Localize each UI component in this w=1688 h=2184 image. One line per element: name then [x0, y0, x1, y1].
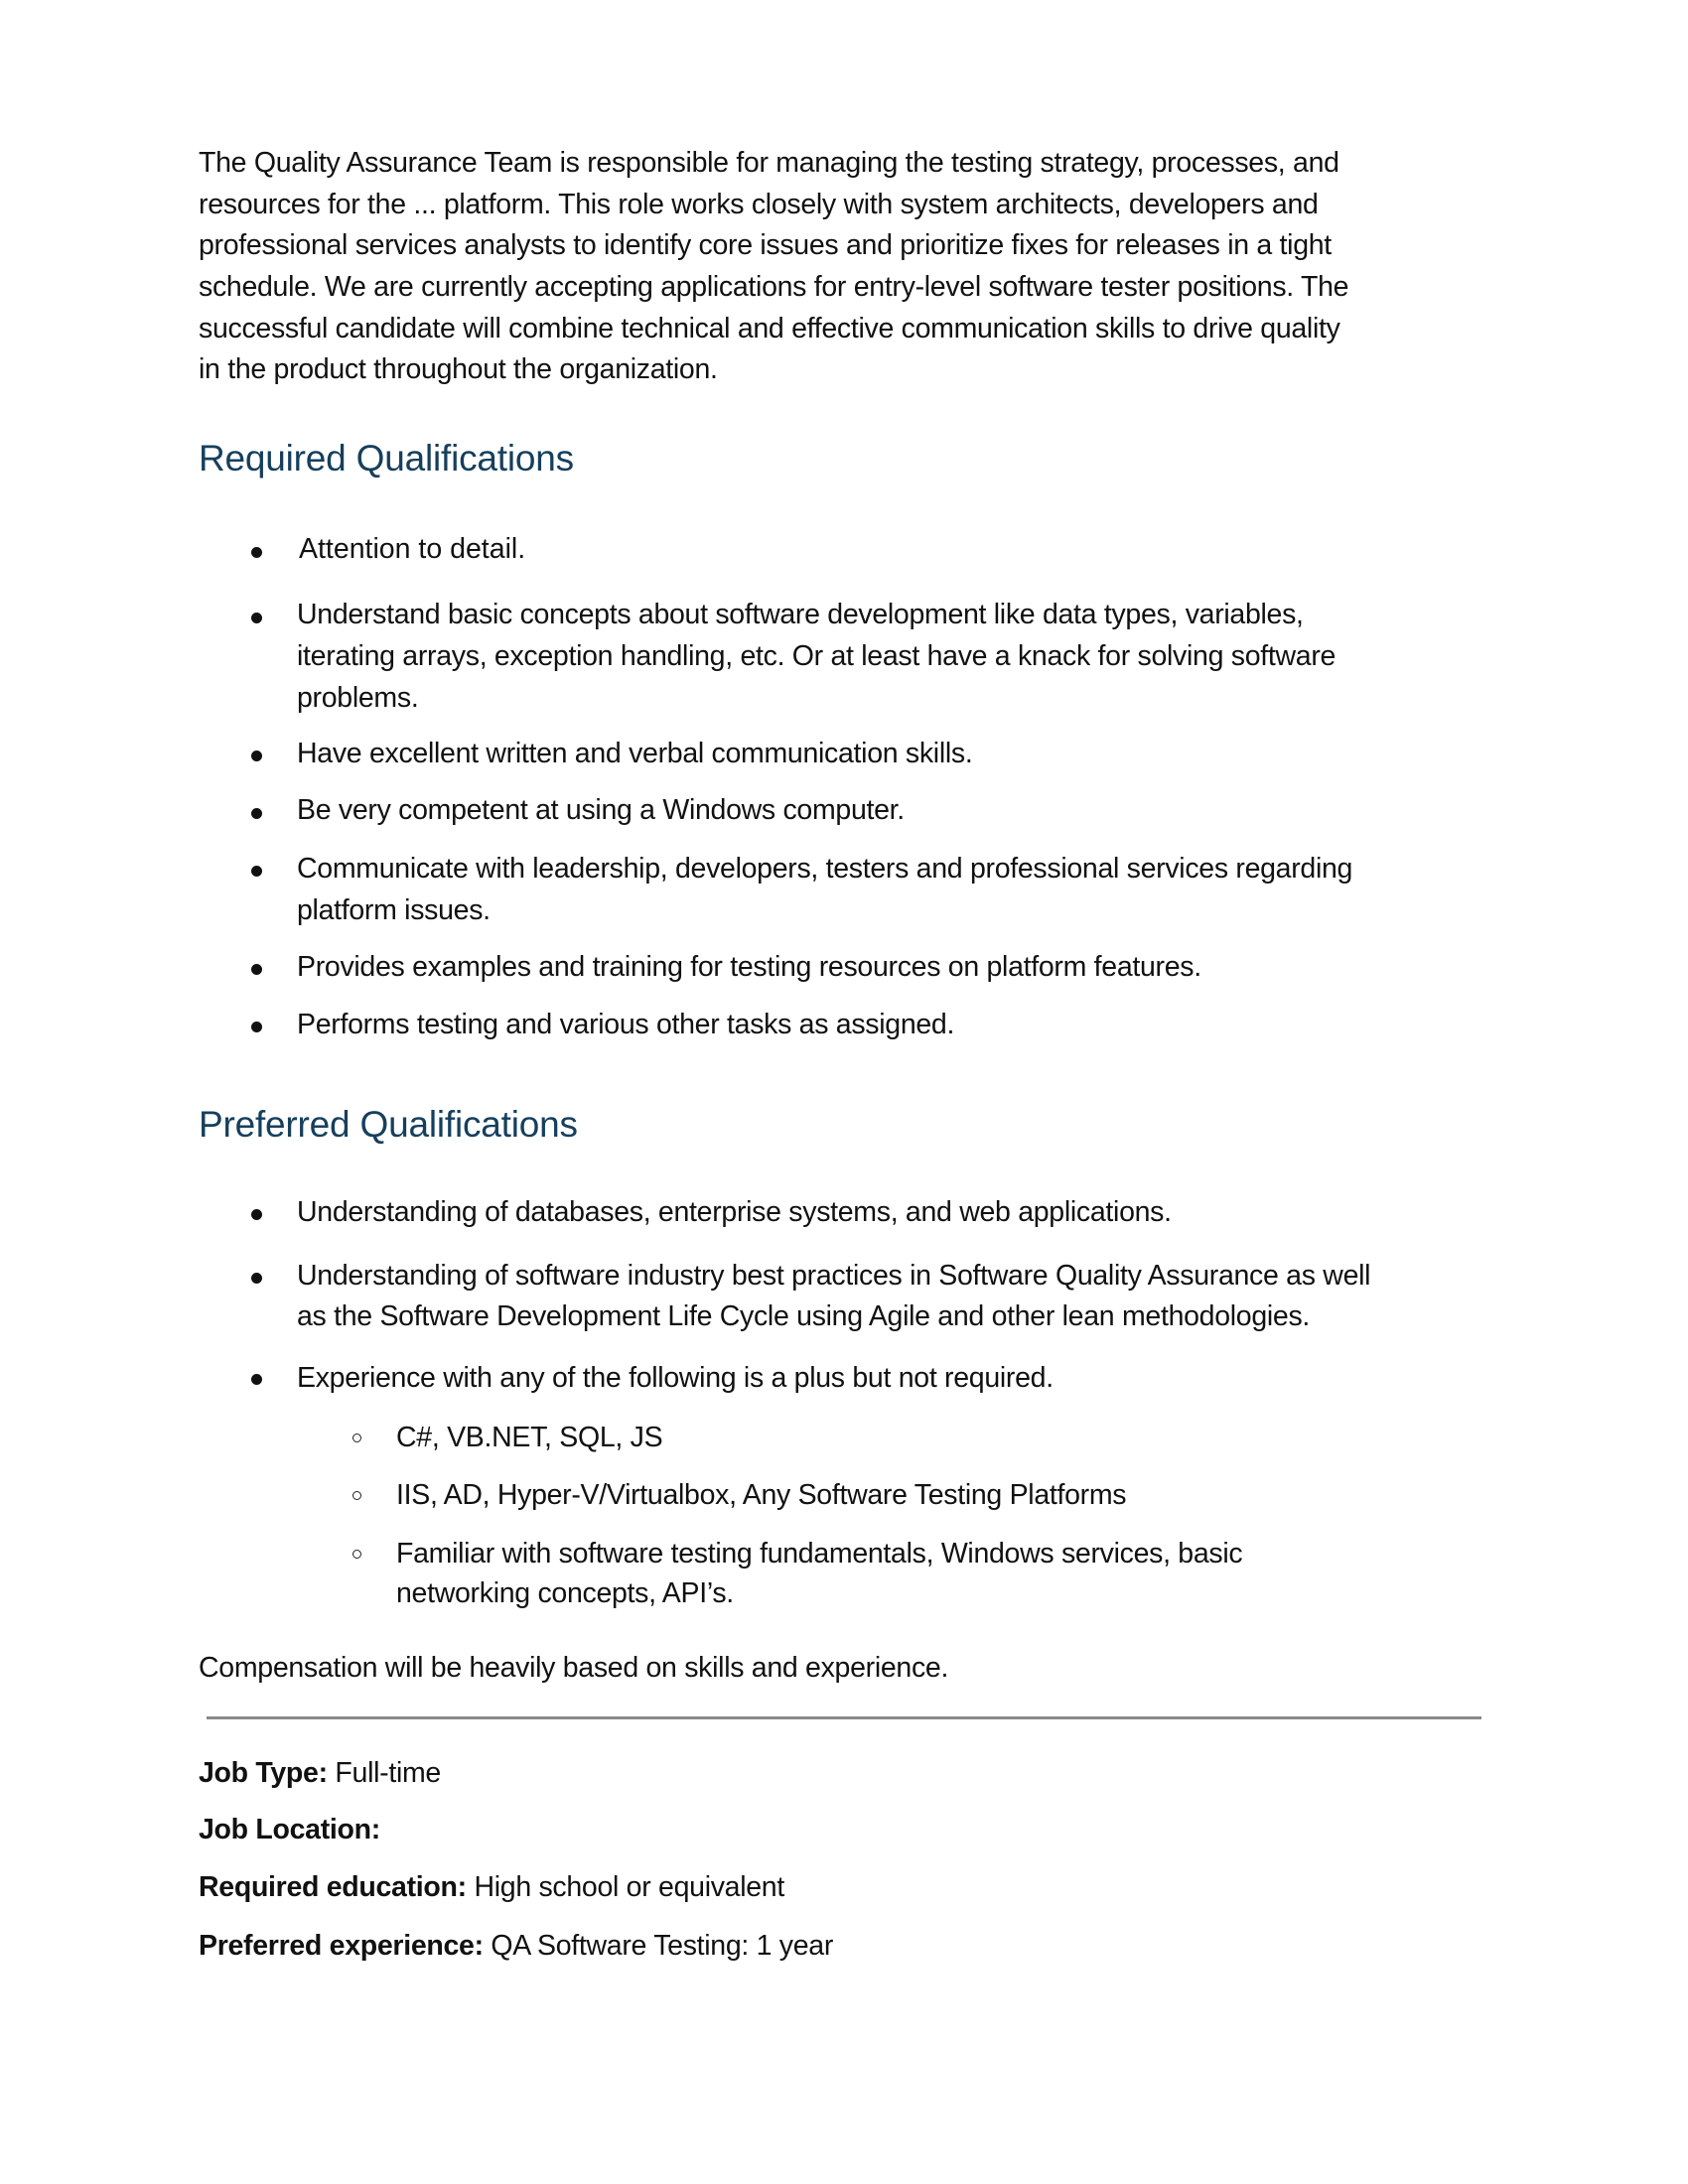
- sub-list-item-text: networking concepts, API’s.: [396, 1577, 734, 1609]
- list-item-text: problems.: [297, 682, 419, 714]
- list-item-text: Attention to detail.: [299, 533, 526, 565]
- bullet-icon: [251, 1209, 262, 1220]
- sub-list-item-text: C#, VB.NET, SQL, JS: [396, 1422, 663, 1453]
- bullet-icon: [251, 613, 262, 623]
- list-item-text: Provides examples and training for testing resources on platform features.: [297, 951, 1201, 983]
- circle-bullet-icon: [352, 1550, 361, 1559]
- bullet-icon: [251, 751, 262, 761]
- list-item-text: iterating arrays, exception handling, etc. Or at least have a knack for solving software: [297, 640, 1336, 672]
- intro-line: in the product throughout the organization.: [199, 353, 718, 385]
- bullet-icon: [251, 1374, 262, 1385]
- list-item-text: Experience with any of the following is a plus but not required.: [297, 1362, 1054, 1394]
- job-type-value: Full-time: [335, 1757, 441, 1789]
- required-education-label: Required education:: [199, 1871, 467, 1903]
- preferred-experience-value: QA Software Testing: 1 year: [491, 1930, 834, 1962]
- preferred-experience-row: [199, 1932, 833, 1961]
- compensation-note: Compensation will be heavily based on skills and experience.: [199, 1652, 949, 1684]
- sub-list-item-text: Familiar with software testing fundamentals, Windows services, basic: [396, 1538, 1243, 1570]
- intro-line: successful candidate will combine technical and effective communication skills to drive quality: [199, 313, 1340, 344]
- list-item-text: Communicate with leadership, developers, testers and professional services regarding: [297, 853, 1353, 885]
- list-item-text: platform issues.: [297, 894, 491, 926]
- list-item-text: Performs testing and various other tasks as assigned.: [297, 1009, 955, 1040]
- required-education-row: [199, 1873, 784, 1902]
- bullet-icon: [251, 547, 262, 558]
- list-item-text: Have excellent written and verbal communication skills.: [297, 738, 973, 769]
- job-type-label: Job Type:: [199, 1757, 328, 1789]
- bullet-icon: [251, 808, 262, 819]
- intro-line: resources for the ... platform. This role works closely with system architects, developers and: [199, 189, 1319, 220]
- bullet-icon: [251, 1273, 262, 1284]
- circle-bullet-icon: [352, 1433, 361, 1442]
- intro-line: professional services analysts to identify core issues and prioritize fixes for releases in a tight: [199, 229, 1332, 261]
- bullet-icon: [251, 1022, 262, 1032]
- preferred-experience-label: Preferred experience:: [199, 1930, 484, 1962]
- sub-list-item-text: IIS, AD, Hyper-V/Virtualbox, Any Software Testing Platforms: [396, 1479, 1127, 1511]
- horizontal-rule: [207, 1716, 1481, 1719]
- bullet-icon: [251, 964, 262, 975]
- bullet-icon: [251, 866, 262, 877]
- list-item-text: Understand basic concepts about software development like data types, variables,: [297, 599, 1304, 630]
- list-item-text: Understanding of software industry best practices in Software Quality Assurance as well: [297, 1260, 1371, 1292]
- required-qualifications-heading: Required Qualifications: [199, 438, 574, 478]
- list-item-text: Be very competent at using a Windows computer.: [297, 794, 905, 826]
- job-location-row: [199, 1816, 380, 1844]
- circle-bullet-icon: [352, 1491, 361, 1500]
- preferred-qualifications-heading: Preferred Qualifications: [199, 1104, 578, 1145]
- list-item-text: Understanding of databases, enterprise systems, and web applications.: [297, 1196, 1172, 1228]
- intro-line: The Quality Assurance Team is responsible for managing the testing strategy, processes, and: [199, 147, 1339, 179]
- list-item-text: as the Software Development Life Cycle using Agile and other lean methodologies.: [297, 1300, 1311, 1332]
- intro-line: schedule. We are currently accepting applications for entry-level software tester positions. The: [199, 271, 1349, 303]
- required-education-value: High school or equivalent: [474, 1871, 784, 1903]
- job-type-row: [199, 1759, 441, 1788]
- job-location-label: Job Location:: [199, 1814, 380, 1845]
